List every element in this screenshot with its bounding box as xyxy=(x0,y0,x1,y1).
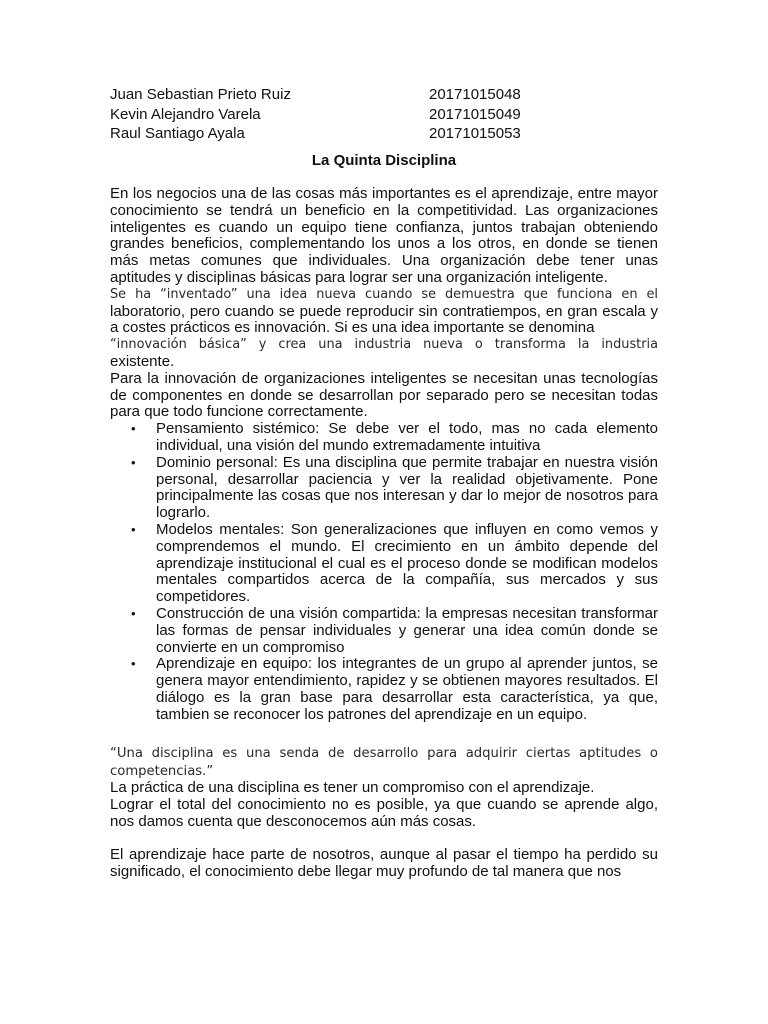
list-item-text: Construcción de una visión compartida: la empresas necesitan transformar las formas de pensar individuales y generar una idea común donde se convierte en un compromiso xyxy=(156,604,658,656)
paragraph-innovation-line1: Se ha “inventado” una idea nueva cuando se demuestra que funciona en el xyxy=(110,286,658,302)
spacer xyxy=(110,831,658,848)
author-code: 20171015048 xyxy=(429,86,521,103)
list-item xyxy=(110,606,658,656)
document-title: La Quinta Disciplina xyxy=(311,152,457,169)
author-code: 20171015053 xyxy=(429,125,521,142)
list-item xyxy=(110,455,658,522)
bullet-icon: • xyxy=(131,454,136,470)
paragraph-innovation-line2: laboratorio, pero cuando se puede reproducir sin contratiempos, en gran escala y a costes prácticos es innovación. Si es una idea importante se denomina xyxy=(110,302,658,337)
list-item-text: Aprendizaje en equipo: los integrantes de un grupo al aprender juntos, se genera mayor entendimiento, rapidez y se obtienen mayores resultados. El diálogo es la gran base para desarrollar esta característica, ya que, tambien se reconocer los patrones del aprendizaje en un equipo. xyxy=(156,655,658,723)
paragraph-innovation-line4: existente. xyxy=(110,352,175,370)
paragraph-practice: La práctica de una disciplina es tener un compromiso con el aprendizaje. xyxy=(110,779,595,797)
bullet-icon: • xyxy=(131,421,136,437)
list-item-text: Pensamiento sistémico: Se debe ver el todo, mas no cada elemento individual, una visión del mundo extremadamente intuitiva xyxy=(156,420,658,454)
list-item xyxy=(110,421,658,455)
bullet-icon: • xyxy=(131,605,136,621)
paragraph-innovation-line3: “innovación básica” y crea una industria nueva o transforma la industria xyxy=(110,337,658,353)
list-item-text: Modelos mentales: Son generalizaciones que influyen en como vemos y comprendemos el mundo. El crecimiento en un ámbito depende del aprendizaje institucional el cual es el proceso donde se modifican modelos mentales compartidos acerca de la compañía, sus mercados y sus competidores. xyxy=(156,520,658,606)
list-item xyxy=(110,522,658,606)
disciplines-list xyxy=(110,421,658,723)
list-item-text: Dominio personal: Es una disciplina que permite trabajar en nuestra visión personal, desarrollar paciencia y ver la realidad objetivamente. Pone principalmente las cosas que nos interesan y dar lo mejor de nosotros para lograrlo. xyxy=(156,453,658,522)
author-name: Juan Sebastian Prieto Ruiz xyxy=(110,86,291,103)
list-item xyxy=(110,656,658,723)
bullet-icon: • xyxy=(131,521,136,537)
paragraph-learning: El aprendizaje hace parte de nosotros, aunque al pasar el tiempo ha perdido su significado, el conocimiento debe llegar muy profundo de tal manera que nos xyxy=(110,846,658,881)
paragraph-technologies: Para la innovación de organizaciones inteligentes se necesitan unas tecnologías de componentes en donde se desarrollan por separado pero se necesitan todas para que todo funcione correctamente. xyxy=(110,369,658,421)
discipline-quote: “Una disciplina es una senda de desarrollo para adquirir ciertas aptitudes o competencias.” xyxy=(110,746,658,779)
author-row xyxy=(110,124,670,144)
paragraph-intro: En los negocios una de las cosas más importantes es el aprendizaje, entre mayor conocimiento se tendrá un beneficio en la competitividad. Las organizaciones inteligentes es cuando un equipo tiene confianza, juntos trabajan obteniendo grandes beneficios, complementando los unos a los otros, en donde se tienen más metas comunes que individuales. Una organización debe tener unas aptitudes y disciplinas básicas para lograr ser una organización inteligente. xyxy=(110,185,658,286)
author-name: Kevin Alejandro Varela xyxy=(110,105,261,123)
author-row xyxy=(110,105,670,125)
document-body xyxy=(110,186,658,881)
bullet-icon: • xyxy=(131,656,136,672)
author-list xyxy=(110,85,670,144)
author-code: 20171015049 xyxy=(429,105,521,123)
paragraph-knowledge: Lograr el total del conocimiento no es posible, ya que cuando se aprende algo, nos damos cuenta que desconocemos aún más cosas. xyxy=(110,796,658,830)
author-name: Raul Santiago Ayala xyxy=(110,125,245,142)
author-row xyxy=(110,85,670,105)
spacer xyxy=(110,724,658,741)
